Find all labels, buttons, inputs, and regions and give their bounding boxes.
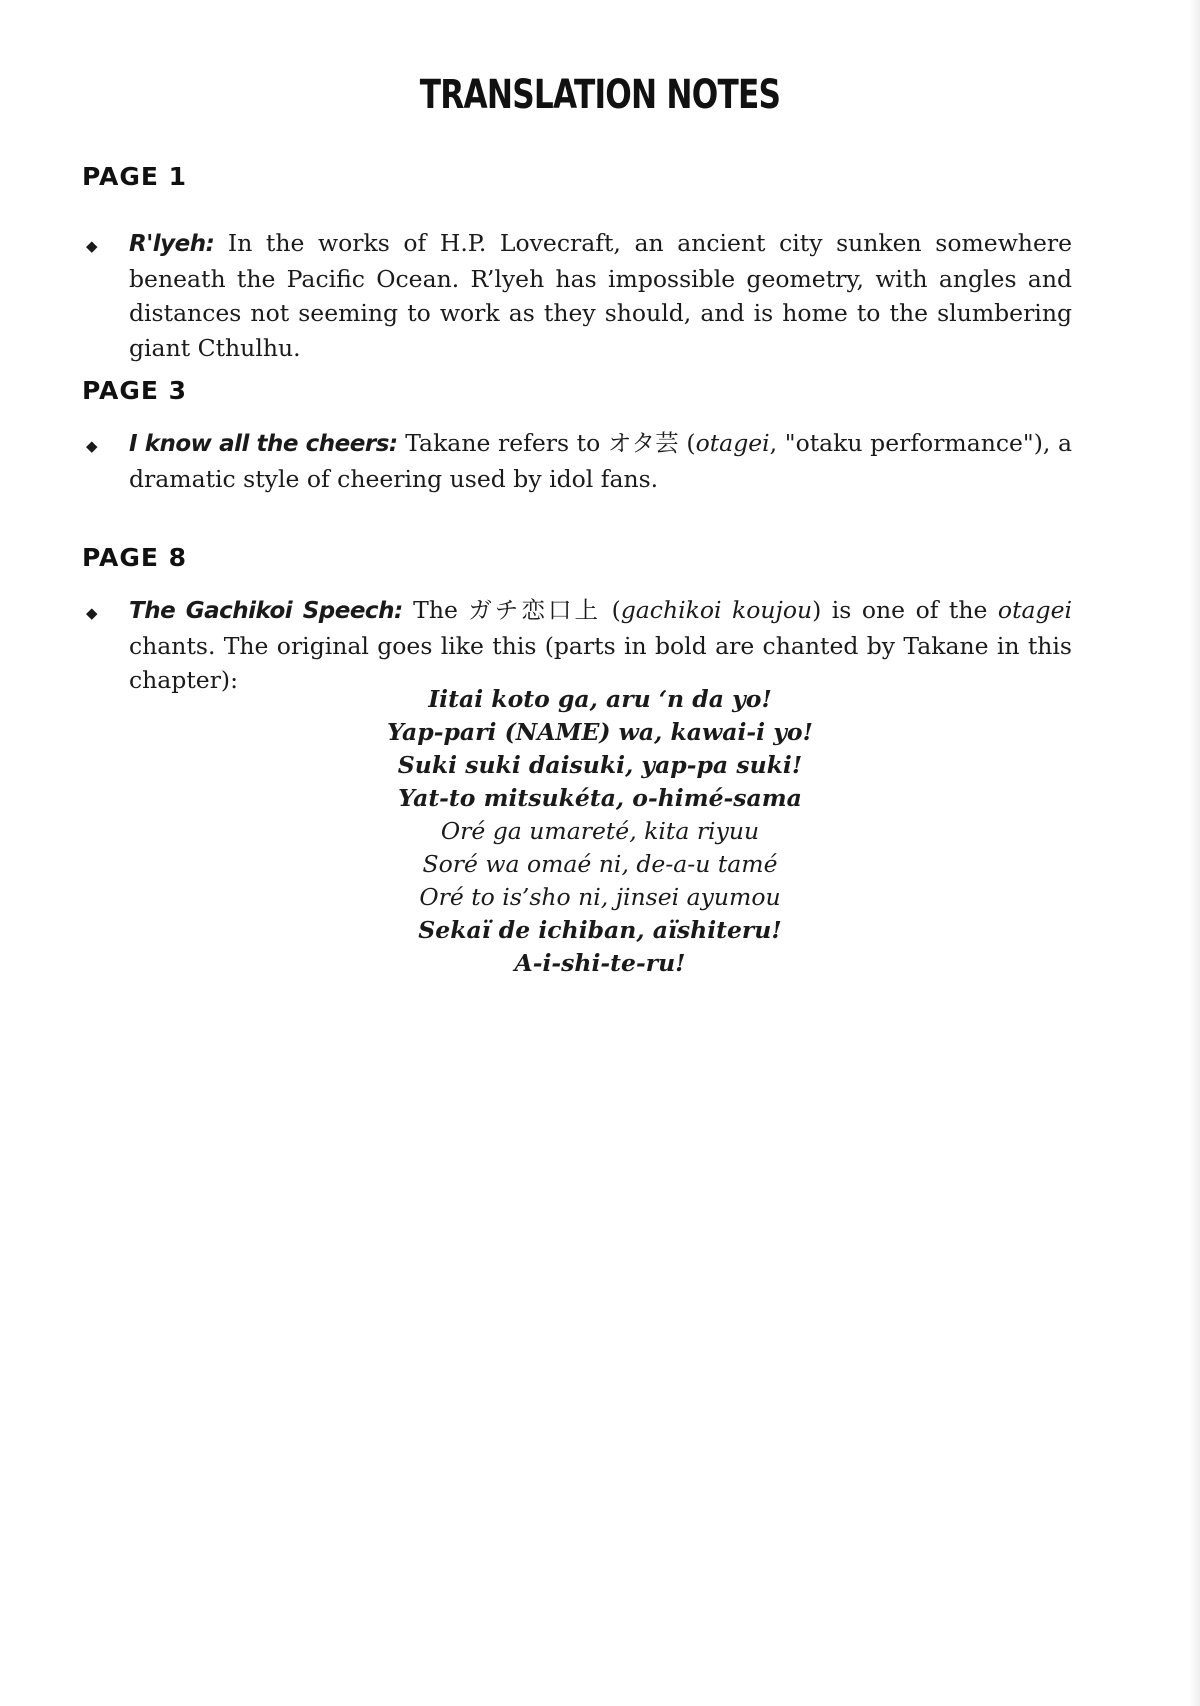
page-edge-shadow — [1190, 0, 1200, 1706]
note-text: Takane refers to オタ芸 ( — [397, 429, 696, 457]
note-term: The Gachikoi Speech: — [129, 598, 403, 624]
chant-line: Soré wa omaé ni, de-a-u tamé — [422, 850, 778, 878]
chant-line: Iitai koto ga, aru ‘n da yo! — [428, 685, 772, 713]
note-gachikoi — [86, 593, 1072, 698]
note-italic-term: otagei — [695, 429, 770, 457]
note-body — [129, 593, 1072, 698]
note-text: , "otaku performance"), a dramatic style of cheering used by idol fans. — [129, 429, 1073, 493]
note-rlyeh — [86, 226, 1072, 365]
note-text: In the works of H.P. Lovecraft, an ancient city sunken somewhere beneath the Pacific Ocean. R’lyeh has impossible geometry, with angles and distances not seeming to work as they should, and is home to the slumbering giant Cthulhu. — [129, 229, 1072, 362]
note-text: chants. The original goes like this (parts in bold are chanted by Takane in this chapter): — [129, 631, 1072, 694]
section-heading-page-3: PAGE 3 — [82, 376, 188, 405]
note-term: I know all the cheers: — [129, 431, 398, 457]
diamond-bullet-icon: ◆ — [86, 237, 98, 255]
chant-line: Yat-to mitsukéta, o-himé-sama — [398, 784, 802, 812]
chant-line: Sekaï de ichiban, aïshiteru! — [418, 916, 782, 944]
chant-line: Oré ga umareté, kita riyuu — [440, 817, 760, 845]
chant-line: Yap-pari (NAME) wa, kawai-i yo! — [387, 718, 813, 746]
note-body — [129, 226, 1072, 365]
note-body — [129, 426, 1072, 496]
page-title: TRANSLATION NOTES — [419, 72, 781, 118]
section-heading-page-8: PAGE 8 — [82, 543, 188, 572]
chant-line: Suki suki daisuki, yap-pa suki! — [397, 751, 803, 779]
note-italic-term: otagei — [997, 596, 1072, 624]
chant-lyrics — [0, 683, 1200, 980]
note-text: The ガチ恋口上 ( — [402, 596, 621, 624]
diamond-bullet-icon: ◆ — [86, 437, 98, 455]
note-text: ) is one of the — [812, 596, 998, 624]
chant-line: A-i-shi-te-ru! — [514, 949, 686, 977]
note-cheers — [86, 426, 1072, 496]
section-heading-page-1: PAGE 1 — [82, 162, 188, 191]
diamond-bullet-icon: ◆ — [86, 604, 98, 622]
chant-line: Oré to is’sho ni, jinsei ayumou — [419, 883, 781, 911]
note-term: R'lyeh: — [129, 231, 215, 257]
note-italic-term: gachikoi koujou — [620, 596, 813, 624]
